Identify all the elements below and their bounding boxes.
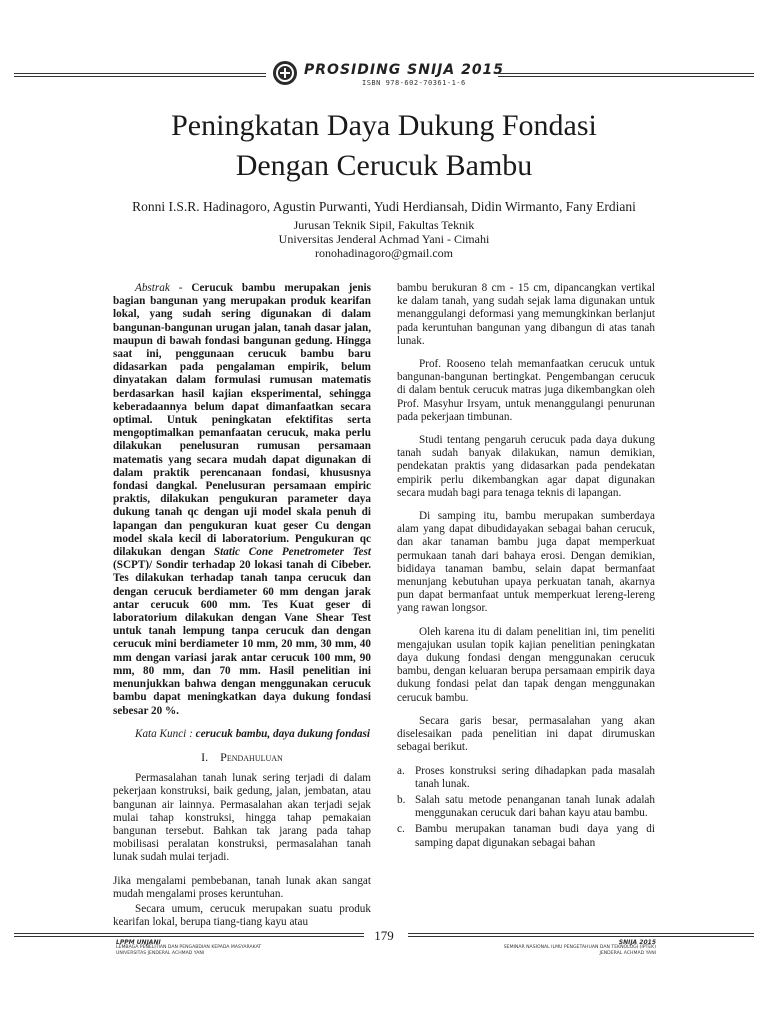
body-paragraph: Prof. Rooseno telah memanfaatkan cerucuk untuk bangunan-bangunan bertingkat. Pengembangan cerucuk di dalam bentuk cerucuk matras juga dikembangkan oleh Prof. Masyhur Irsyam, untuk menanggulangi penurunan pada pekerjaan timbunan.	[397, 358, 655, 423]
list-item-text: Proses konstruksi sering dihadapkan pada masalah tanah lunak.	[415, 764, 655, 790]
paper-authors: Ronni I.S.R. Hadinagoro, Agustin Purwanti, Yudi Herdiansah, Didin Wirmanto, Fany Erdiani	[132, 199, 636, 214]
paper-title-line2: Dengan Cerucuk Bambu	[235, 149, 533, 182]
header-divider	[498, 76, 754, 77]
list-marker: a.	[397, 764, 405, 777]
body-paragraph: Secara garis besar, permasalahan yang akan diselesaikan pada penelitian ini dapat dirumuskan sebagai berikut.	[397, 714, 655, 754]
paper-title-line1: Peningkatan Daya Dukung Fondasi	[171, 109, 597, 142]
keywords-label: Kata Kunci :	[135, 727, 196, 740]
footer-right	[504, 940, 656, 956]
prosiding-logo-icon	[272, 60, 298, 86]
list-item	[397, 765, 655, 791]
header-divider	[14, 76, 266, 77]
body-paragraph: bambu berukuran 8 cm - 15 cm, dipancangkan vertikal ke dalam tanah, yang sudah sejak lama digunakan untuk menanggulangi deformasi yang memungkinkan berlanjut pada keruntuhan bangunan yang dibangun di atas tanah lunak.	[397, 282, 655, 347]
body-paragraph: Jika mengalami pembebanan, tanah lunak akan sangat mudah mengalami proses keruntuhan.	[113, 874, 371, 900]
affiliation-university: Universitas Jenderal Achmad Yani - Cimahi	[278, 232, 490, 246]
problem-list	[397, 765, 655, 850]
list-marker: b.	[397, 793, 406, 806]
footer-left	[116, 940, 261, 956]
isbn-number: ISBN 978-602-70361-1-6	[362, 79, 466, 87]
footer-right-line1: SEMINAR NASIONAL ILMU PENGETAHUAN DAN TEKNOLOGI (IPTEK)	[503, 945, 656, 951]
abstract-text-cont: (SCPT)/ Sondir terhadap 20 lokasi tanah di Cibeber. Tes dilakukan terhadap tanah tanpa cerucuk dan dengan cerucuk berdiameter 60 mm dengan jarak antar cerucuk 600 mm. Tes Kuat geser di laboratorium dilakukan dengan Vane Shear Test untuk tanah lempung tanpa cerucuk dan dengan cerucuk mini berdiameter 10 mm, 20 mm, 30 mm, 40 mm dengan variasi jarak antar cerucuk 100 mm, 90 mm, 80 mm, dan 70 mm. Hasil penelitian ini menunjukkan bahwa dengan menggunakan cerucuk bambu dapat meningkatkan daya dukung fondasi sebesar 20 %.	[113, 559, 371, 717]
footer-left-title: LPPM UNJANI	[116, 939, 161, 946]
page-number: 179	[374, 928, 394, 943]
keywords	[113, 728, 371, 741]
section-heading	[113, 751, 371, 764]
abstract-italic-term: Static Cone Penetrometer Test	[213, 546, 371, 559]
list-marker: c.	[397, 823, 405, 836]
header-divider	[498, 73, 754, 74]
body-paragraph: Di samping itu, bambu merupakan sumberdaya alam yang dapat dibudidayakan sebagai bahan cerucuk, dan akar tanaman bambu juga dapat memperkuat permukaan tanah dari bahaya erosi. Dengan demikian, bididaya tanaman bambu, selain dapat bermanfaat menunjang kebutuhan upaya perkuatan tanah, akarnya pun dapat bermanfaat untuk memperkuat lereng-lereng yang rawan longsor.	[397, 510, 655, 615]
author-email: ronohadinagoro@gmail.com	[314, 246, 454, 260]
body-paragraph: Permasalahan tanah lunak sering terjadi di dalam pekerjaan konstruksi, baik gedung, jalan, jembatan, atau bangunan air lainnya. Permasalahan akan terjadi sejak mulai tahap konstruksi, hingga tahap pemakaian bangunan tersebut. Bahkan tak jarang pada tahap mobilisasi peralatan konstruksi, permasalahan tanah lunak sudah mulai terjadi.	[113, 772, 371, 864]
section-number: I.	[201, 749, 209, 764]
footer-left-line2: UNIVERSITAS JENDERAL ACHMAD YANI	[116, 950, 205, 956]
footer-right-line2: JENDERAL ACHMAD YANI	[599, 950, 656, 956]
abstract	[113, 282, 371, 718]
header-divider	[14, 73, 266, 74]
body-paragraph: Secara umum, cerucuk merupakan suatu produk kearifan lokal, berupa tiang-tiang kayu atau	[113, 902, 371, 929]
body-paragraph: Studi tentang pengaruh cerucuk pada daya dukung tanah sudah banyak dilakukan, namun demikian, pendekatan praktis yang didasarkan pada pendekatan empirik perlu dikembangkan agar dapat digunakan secara mudah bagi para tenaga teknis di lapangan.	[397, 434, 655, 499]
list-item-text: Bambu merupakan tanaman budi daya yang di samping dapat digunakan sebagai bahan	[415, 823, 655, 849]
body-paragraph: Oleh karena itu di dalam penelitian ini, tim peneliti mengajukan usulan topik kajian penelitian peningkatan daya dukung fondasi dengan menggunakan cerucuk bambu, dengan keluaran berupa persamaan empirik daya dukung fondasi pelat dan tapak dengan menggunakan cerucuk bambu.	[397, 625, 655, 704]
affiliation-department: Jurusan Teknik Sipil, Fakultas Teknik	[293, 218, 475, 232]
right-column	[397, 282, 655, 853]
footer-left-line1: LEMBAGA PENELITIAN DAN PENGABDIAN KEPADA MASYARAKAT	[116, 945, 262, 951]
proceedings-title: PROSIDING SNIJA 2015	[304, 62, 505, 78]
abstract-text: Cerucuk bambu merupakan jenis bagian bangunan yang merupakan produk kearifan lokal, yang sudah sering digunakan di dalam bangunan-bangunan urugan jalan, tanah dasar jalan, maupun di bawah fondasi bangunan gedung. Hingga saat ini, penggunaan cerucuk bambu baru didasarkan pada pengalaman empirik, belum dinyatakan dalam formulasi rumusan matematis berdasarkan hasil kajian eksperimental, sehingga keberadaannya belum dapat dimanfaatkan secara optimal. Untuk peningkatan efektifitas serta mengoptimalkan pemanfaatan cerucuk, maka perlu dilakukan penelusuran rumusan persamaan matematis yang secara mudah dapat digunakan di dalam praktik perencanaan fondasi, khususnya fondasi dangkal. Penelusuran persamaan empiric praktis, dilakukan pengukuran parameter daya dukung tanah qc dengan uji model skala penuh di lapangan dan pengukuran kuat geser Cu dengan model skala kecil di laboratorium. Pengukuran qc dilakukan dengan	[113, 282, 372, 559]
abstract-label: Abstrak -	[135, 282, 192, 294]
list-item-text: Salah satu metode penanganan tanah lunak adalah menggunakan cerucuk dari bahan kayu atau bambu.	[415, 793, 655, 820]
footer-right-title: SNIJA 2015	[618, 939, 656, 946]
keywords-text: cerucuk bambu, daya dukung fondasi	[195, 727, 370, 740]
list-item	[397, 823, 655, 849]
left-column	[113, 282, 371, 939]
section-title: Pendahuluan	[220, 749, 283, 764]
list-item	[397, 794, 655, 820]
